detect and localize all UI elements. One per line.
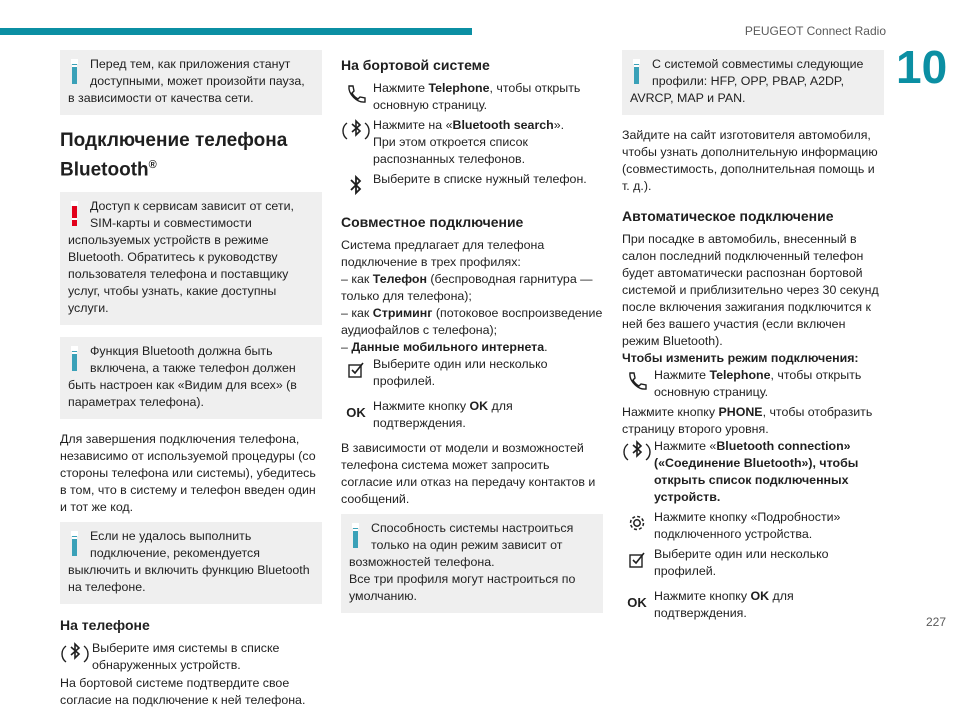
- step: [341, 171, 603, 199]
- bluetooth-search-icon: [339, 117, 373, 145]
- warning-text: Доступ к сервисам зависит от сети, SIM-карты и совместимости используемых устройств в режиме Bluetooth. Обратитесь к руководству пользователя телефона и поставщику услуг, чтобы узнать, какие доступны услуги.: [68, 199, 294, 316]
- step: [341, 117, 603, 168]
- step-text: Нажмите кнопку «Подробности» подключенного устройства.: [654, 510, 841, 541]
- note-text: Перед тем, как приложения станут доступными, может произойти пауза, в зависимости от качества сети.: [68, 57, 305, 105]
- step-text: Выберите один или несколько профилей.: [654, 547, 829, 578]
- paragraph: Зайдите на сайт изготовителя автомобиля, чтобы узнать дополнительную информацию (совместимость, дополнительная помощь и т. д.).: [622, 128, 878, 193]
- note-text: Все три профиля могут настроиться по умолчанию.: [349, 572, 576, 603]
- subsection-heading: Совместное подключение: [341, 214, 524, 230]
- step-text: Нажмите Telephone, чтобы открыть основную страницу.: [654, 368, 862, 399]
- bluetooth-icon: [339, 171, 373, 199]
- step: [341, 80, 603, 114]
- step-text: Выберите имя системы в списке обнаруженных устройств.: [92, 641, 280, 673]
- ok-icon: OK: [346, 404, 366, 420]
- subsection-heading: На бортовой системе: [341, 57, 490, 73]
- info-note: [60, 50, 322, 115]
- step: [622, 588, 884, 622]
- step-text: Нажмите «Bluetooth connection» («Соединение Bluetooth»), чтобы открыть список подключенных устройств.: [654, 439, 859, 504]
- list-item: – Данные мобильного интернета.: [341, 340, 548, 354]
- column-3: [622, 50, 884, 625]
- step: [60, 640, 322, 674]
- bluetooth-search-icon: [58, 640, 92, 668]
- step-text: Нажмите кнопку OK для подтверждения.: [654, 589, 794, 620]
- list-item: – как Стриминг (потоковое воспроизведение аудиофайлов с телефона);: [341, 306, 603, 337]
- subsection-heading: Автоматическое подключение: [622, 208, 834, 224]
- step-text: Нажмите на «Bluetooth search». При этом откроется список распознанных телефонов.: [373, 118, 565, 166]
- note-text: Способность системы настроиться только на один режим зависит от возможностей телефона.: [349, 521, 574, 569]
- column-1: [60, 50, 322, 715]
- phone-handset-icon: [620, 367, 654, 395]
- step-text: Выберите в списке нужный телефон.: [373, 172, 587, 186]
- ok-icon: OK: [627, 594, 647, 610]
- info-note: [60, 337, 322, 419]
- phone-handset-icon: [339, 80, 373, 108]
- header-accent-bar: [0, 28, 472, 35]
- info-icon: [68, 56, 90, 86]
- paragraph: Система предлагает для телефона подключение в трех профилях:: [341, 238, 545, 269]
- section-title: Подключение телефона Bluetooth®: [60, 130, 288, 181]
- step-text: Нажмите Telephone, чтобы открыть основную страницу.: [373, 81, 581, 112]
- chapter-number: 10: [896, 41, 948, 93]
- info-icon: [630, 56, 652, 86]
- info-note: [341, 514, 603, 613]
- note-text: С системой совместимы следующие профили: HFP, OPP, PBAP, A2DP, AVRCP, MAP и PAN.: [630, 57, 864, 105]
- step: [341, 356, 603, 390]
- page-number: 227: [925, 615, 946, 629]
- paragraph: На бортовой системе подтвердите свое согласие на подключение к ней телефона.: [60, 676, 306, 708]
- running-title: PEUGEOT Connect Radio: [744, 24, 886, 38]
- step-text: Нажмите кнопку OK для подтверждения.: [373, 399, 513, 430]
- subsection-heading: На телефоне: [60, 617, 150, 634]
- info-icon: [349, 520, 371, 550]
- checkbox-icon: [620, 546, 654, 574]
- checkbox-icon: [339, 356, 373, 384]
- note-text: Функция Bluetooth должна быть включена, а также телефон должен быть настроен как «Видим для всех» (в параметрах телефона).: [68, 344, 297, 410]
- paragraph: Для завершения подключения телефона, независимо от используемой процедуры (со стороны телефона или системы), убедитесь в том, что в систему и телефон введен один и тот же код.: [60, 432, 316, 515]
- paragraph: При посадке в автомобиль, внесенный в салон последний подключенный телефон будет автоматически распознан бортовой системой и приблизительно через 30 секунд после включения зажигания подключится к ней без вашего участия (если включен режим Bluetooth).: [622, 232, 879, 348]
- info-note: [622, 50, 884, 115]
- list-item: – как Телефон (беспроводная гарнитура — только для телефона);: [341, 272, 593, 303]
- gear-icon: [620, 509, 654, 537]
- paragraph: Нажмите кнопку PHONE, чтобы отобразить страницу второго уровня.: [622, 405, 873, 436]
- bluetooth-search-icon: [620, 438, 654, 466]
- warning-icon: [68, 198, 90, 228]
- warning-note: [60, 192, 322, 325]
- info-note: [60, 522, 322, 604]
- step: [622, 546, 884, 580]
- paragraph-bold: Чтобы изменить режим подключения:: [622, 351, 859, 365]
- step: [341, 398, 603, 432]
- note-text: Если не удалось выполнить подключение, рекомендуется выключить и включить функцию Bluetooth на телефоне.: [68, 529, 310, 595]
- paragraph: В зависимости от модели и возможностей телефона система может запросить согласие или отказ на передачу контактов и сообщений.: [341, 441, 596, 506]
- info-icon: [68, 343, 90, 373]
- info-icon: [68, 528, 90, 558]
- step: [622, 367, 884, 401]
- step: [622, 438, 884, 506]
- column-2: [341, 50, 603, 625]
- step: [622, 509, 884, 543]
- step-text: Выберите один или несколько профилей.: [373, 357, 548, 388]
